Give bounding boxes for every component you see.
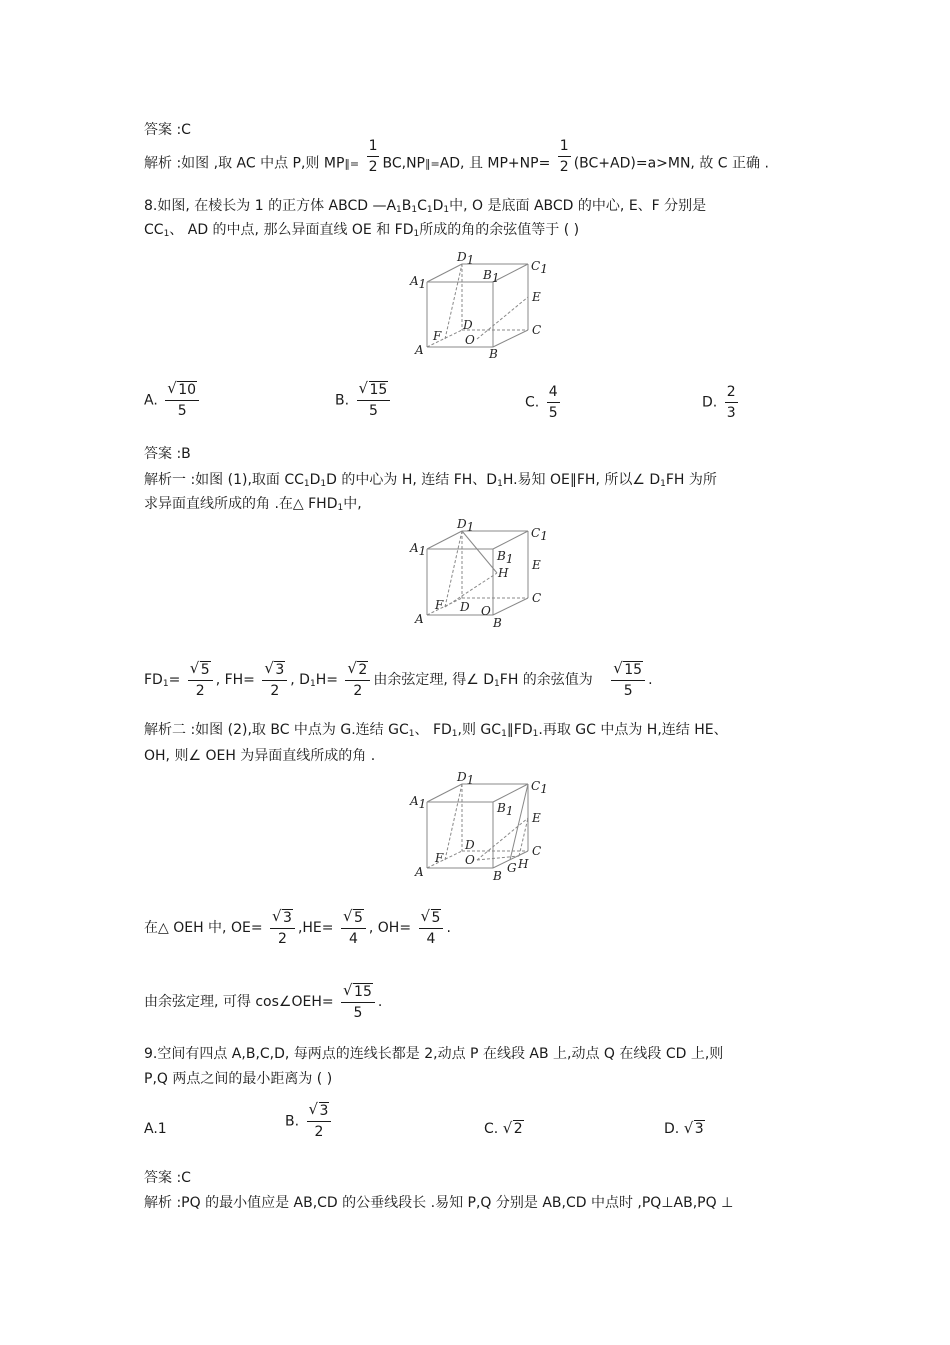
cube-figure-main [405, 250, 555, 365]
label-g: G [507, 861, 517, 875]
sub: 1 [426, 205, 433, 215]
option-label: B. [335, 392, 350, 409]
q9-option-c[interactable] [484, 1121, 524, 1137]
half-fraction [558, 136, 571, 177]
q9-option-a[interactable]: A.1 [144, 1121, 167, 1137]
segment-gc1 [510, 784, 528, 860]
label-a1: A1 [410, 541, 427, 558]
q8-method1-values: $FD_1=$ √ 5 2 , FH= √ 3 2 , $D_1H=$ √ 2 2 由余弦定理, 得∠ $D_1FH$ 的余弦值为 √ 15 5 . [144, 658, 653, 699]
label-d1: D1 [457, 517, 475, 534]
label-a: A [415, 865, 424, 879]
label-b: B [493, 869, 502, 883]
q8-stem1-b: B [401, 198, 412, 214]
q8-answer: 答案 :B [144, 446, 191, 462]
q7-analysis-b: BC,NP [382, 155, 425, 172]
option-label: A. [144, 392, 158, 409]
q8-stem-line1 [144, 196, 706, 220]
fraction: √ 2 2 [345, 660, 370, 701]
sub: 1 [163, 229, 170, 239]
q8-stem1: 8.如图, 在棱长为 1 的正方体 ABCD —A [144, 198, 397, 214]
label-b1: B1 [483, 268, 500, 285]
label-b: B [493, 616, 502, 630]
sub: 1 [443, 205, 450, 215]
sqrt: √ 10 [167, 379, 197, 398]
fraction: √ 3 2 [262, 660, 287, 701]
label-c: C [532, 844, 542, 858]
label-h: H [498, 566, 509, 580]
q8-stem2-b: 、 AD 的中点, 那么异面直线 OE 和 FD [169, 222, 414, 238]
segment-oe [477, 297, 528, 339]
option-label: B. [285, 1113, 300, 1130]
q8-stem2-a: CC [144, 222, 164, 238]
fraction: √ 15 5 [611, 660, 645, 701]
label-e: E [532, 811, 541, 825]
q7-answer: 答案 :C [144, 122, 191, 138]
q8-stem1-c: C [417, 198, 427, 214]
segment-fd1 [445, 784, 462, 860]
q9-stem-line2: P,Q 两点之间的最小距离为 ( ) [144, 1071, 333, 1087]
label-f: F [435, 851, 444, 865]
segment-d1h [462, 531, 497, 573]
option-label: C. [525, 394, 540, 411]
label-d: D [465, 838, 475, 852]
edge [493, 784, 528, 802]
q8-method2-values: 在△ OEH 中, OE= √ 3 2 ,HE= √ 5 4 , OH= √ 5 4 . [144, 906, 451, 947]
q8-option-c[interactable] [525, 382, 563, 423]
sub: 1 [411, 205, 418, 215]
q7-analysis-d: (BC+AD)=a>MN, 故 C 正确 . [573, 155, 769, 172]
label-a: A [415, 612, 424, 626]
option-fraction: $\frac{2}{3}$ [726, 384, 736, 421]
label-h: H [518, 857, 529, 871]
half-fraction [367, 136, 380, 177]
frac-den: 2 [559, 159, 569, 175]
label-a: A [415, 343, 424, 357]
q8-stem1-d: D [432, 198, 444, 214]
sqrt: √ 15 [358, 379, 388, 398]
segment-fd1 [445, 531, 462, 607]
sqrt: √ 2 [502, 1119, 523, 1137]
edge [427, 264, 462, 282]
sub: 1 [413, 229, 420, 239]
sub: 1 [396, 205, 402, 215]
parallel-equal-symbol: ∥= [344, 157, 360, 171]
q7-analysis-c: AD, 且 MP+NP= [439, 155, 551, 172]
q8-option-d[interactable] [702, 382, 741, 423]
q8-method2-line1: 解析二 :如图 (2),取 BC 中点为 G.连结 $GC_1$、 $FD_1$,则 $GC_1\parallel FD_1$.再取 GC 中点为 H,连结 HE、 [144, 722, 728, 739]
q9-option-b[interactable] [285, 1101, 334, 1142]
label-c1: C1 [531, 526, 548, 543]
q8-stem1-e: 中, O 是底面 ABCD 的中心, E、F 分别是 [449, 198, 707, 214]
q9-option-d[interactable] [664, 1121, 705, 1137]
label-d: D [463, 318, 473, 332]
label-d1: D1 [457, 250, 475, 267]
q9-stem-line1: 9.空间有四点 A,B,C,D, 每两点的连线长都是 2,动点 P 在线段 AB 上,动点 Q 在线段 CD 上,则 [144, 1046, 724, 1062]
label-a1: A1 [410, 794, 427, 811]
fraction: √ 5 2 [188, 660, 213, 701]
q8-stem-line2 [144, 220, 579, 244]
option-fraction: $\frac{4}{5}$ [548, 384, 558, 421]
label-d: D [460, 600, 470, 614]
fraction: √ 15 5 [341, 982, 375, 1023]
option-fraction: √ 10 5 [165, 380, 199, 421]
label-a1: A1 [410, 274, 427, 291]
label-d1: D1 [457, 770, 475, 787]
edge [427, 784, 462, 802]
label-c: C [532, 323, 542, 337]
label-e: E [532, 290, 541, 304]
label-o: O [465, 333, 475, 347]
q7-analysis [144, 138, 769, 177]
option-fraction: √ 15 5 [357, 380, 391, 421]
edge [493, 598, 528, 615]
label-c: C [532, 591, 542, 605]
hidden-edge [427, 598, 462, 615]
label-b1: B1 [497, 549, 514, 566]
label-b: B [489, 347, 498, 361]
segment-oe [477, 818, 528, 860]
option-fraction: √ 3 2 [307, 1101, 332, 1142]
edge [493, 330, 528, 347]
frac-num: 1 [367, 136, 380, 157]
q8-method1-line2: 求异面直线所成的角 .在△ $FHD_1$中, [144, 496, 362, 513]
q8-method1-line1: 解析一 :如图 (1),取面 $CC_1D_1D$ 的中心为 H, 连结 FH、$D_1H$.易知 OE∥FH, 所以∠ $D_1FH$ 为所 [144, 472, 717, 489]
label-o: O [465, 853, 475, 867]
label-o: O [481, 604, 491, 618]
option-label: C. [484, 1121, 499, 1137]
q8-stem2-c: 所成的角的余弦值等于 ( ) [419, 222, 580, 238]
fraction: √ 5 4 [341, 908, 366, 949]
q8-option-b[interactable] [335, 380, 393, 421]
q9-analysis: 解析 :PQ 的最小值应是 AB,CD 的公垂线段长 .易知 P,Q 分别是 AB,CD 中点时 ,PQ⊥AB,PQ ⊥ [144, 1195, 734, 1211]
q7-analysis-a: 解析 :如图 ,取 AC 中点 P,则 MP [144, 155, 345, 172]
cube-figure-2 [405, 768, 555, 886]
fraction: √ 5 4 [419, 908, 444, 949]
segment-fd1 [445, 264, 462, 339]
frac-num: 1 [558, 136, 571, 157]
sqrt: √ 3 [683, 1119, 704, 1137]
label-e: E [532, 558, 541, 572]
q9-answer: 答案 :C [144, 1170, 191, 1186]
q8-option-a[interactable] [144, 380, 202, 421]
hidden-edge [427, 851, 462, 868]
option-label: D. [664, 1121, 680, 1137]
fraction: √ 3 2 [270, 908, 295, 949]
label-c1: C1 [531, 259, 548, 276]
frac-den: 2 [368, 159, 378, 175]
label-b1: B1 [497, 801, 514, 818]
segment-fh [445, 573, 497, 607]
label-f: F [435, 598, 444, 612]
label-f: F [433, 329, 442, 343]
edge [493, 531, 528, 549]
q8-final: 由余弦定理, 可得 cos∠OEH= √ 15 5 . [144, 980, 383, 1021]
cube-figure-1 [405, 515, 555, 633]
option-label: D. [702, 394, 718, 411]
edge [427, 531, 462, 549]
label-c1: C1 [531, 779, 548, 796]
q8-method2-line2: OH, 则∠ OEH 为异面直线所成的角 . [144, 748, 376, 764]
parallel-equal-symbol: ∥= [424, 157, 440, 171]
